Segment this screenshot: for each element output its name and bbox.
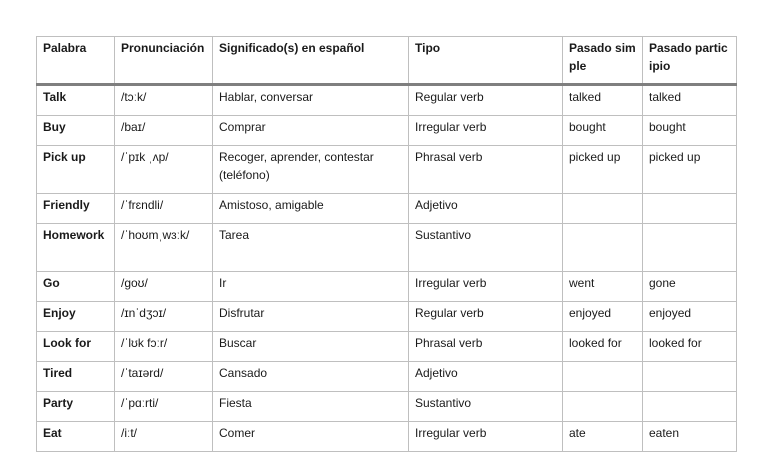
cell-tipo: Phrasal verb (409, 332, 563, 362)
document-page (36, 36, 736, 452)
cell-pasado-participio: bought (643, 116, 737, 146)
cell-pasado-participio (643, 194, 737, 224)
cell-pasado-participio: picked up (643, 146, 737, 194)
cell-tipo: Irregular verb (409, 272, 563, 302)
cell-significado: Hablar, conversar (213, 85, 409, 116)
cell-pasado-participio: talked (643, 85, 737, 116)
cell-pronunciacion: /goʊ/ (115, 272, 213, 302)
cell-pasado-simple (563, 224, 643, 272)
cell-pronunciacion: /ˈpɪk ˌʌp/ (115, 146, 213, 194)
cell-palabra: Enjoy (37, 302, 115, 332)
table-row (37, 362, 737, 392)
cell-pasado-simple: picked up (563, 146, 643, 194)
cell-palabra: Friendly (37, 194, 115, 224)
cell-pasado-participio: looked for (643, 332, 737, 362)
cell-pasado-participio: gone (643, 272, 737, 302)
cell-pasado-participio (643, 224, 737, 272)
cell-tipo: Regular verb (409, 302, 563, 332)
cell-significado: Disfrutar (213, 302, 409, 332)
cell-tipo: Sustantivo (409, 392, 563, 422)
cell-palabra: Talk (37, 85, 115, 116)
header-palabra: Palabra (37, 37, 115, 85)
table-row (37, 224, 737, 272)
cell-pasado-simple (563, 362, 643, 392)
cell-pronunciacion: /ˈlʊk fɔːr/ (115, 332, 213, 362)
table-row (37, 332, 737, 362)
cell-significado: Ir (213, 272, 409, 302)
header-pronunciacion: Pronunciación (115, 37, 213, 85)
cell-significado: Amistoso, amigable (213, 194, 409, 224)
cell-significado: Buscar (213, 332, 409, 362)
cell-pasado-simple: bought (563, 116, 643, 146)
cell-tipo: Irregular verb (409, 422, 563, 452)
cell-palabra: Homework (37, 224, 115, 272)
cell-pasado-simple (563, 392, 643, 422)
cell-significado: Comer (213, 422, 409, 452)
table-row (37, 146, 737, 194)
cell-pasado-participio: eaten (643, 422, 737, 452)
cell-significado: Recoger, aprender, contestar (teléfono) (213, 146, 409, 194)
cell-significado: Comprar (213, 116, 409, 146)
table-header (37, 37, 737, 85)
cell-tipo: Irregular verb (409, 116, 563, 146)
cell-palabra: Party (37, 392, 115, 422)
cell-tipo: Adjetivo (409, 194, 563, 224)
table-row (37, 85, 737, 116)
cell-tipo: Sustantivo (409, 224, 563, 272)
cell-significado: Tarea (213, 224, 409, 272)
cell-pasado-simple: talked (563, 85, 643, 116)
cell-pronunciacion: /ˈtaɪərd/ (115, 362, 213, 392)
cell-pasado-simple: ate (563, 422, 643, 452)
header-row (37, 37, 737, 85)
cell-palabra: Go (37, 272, 115, 302)
table-row (37, 116, 737, 146)
cell-pasado-simple: looked for (563, 332, 643, 362)
header-significado: Significado(s) en español (213, 37, 409, 85)
cell-significado: Cansado (213, 362, 409, 392)
cell-pronunciacion: /ˈfrɛndli/ (115, 194, 213, 224)
cell-palabra: Eat (37, 422, 115, 452)
table-row (37, 272, 737, 302)
table-body (37, 85, 737, 452)
table-row (37, 422, 737, 452)
cell-pronunciacion: /iːt/ (115, 422, 213, 452)
cell-pronunciacion: /ɪnˈdʒɔɪ/ (115, 302, 213, 332)
cell-palabra: Look for (37, 332, 115, 362)
vocabulary-table (36, 36, 737, 452)
cell-pasado-simple: went (563, 272, 643, 302)
cell-palabra: Pick up (37, 146, 115, 194)
cell-tipo: Adjetivo (409, 362, 563, 392)
cell-pronunciacion: /ˈhoʊmˌwɜːk/ (115, 224, 213, 272)
cell-significado: Fiesta (213, 392, 409, 422)
table-row (37, 194, 737, 224)
cell-pronunciacion: /baɪ/ (115, 116, 213, 146)
cell-palabra: Tired (37, 362, 115, 392)
cell-pronunciacion: /ˈpɑːrti/ (115, 392, 213, 422)
table-row (37, 392, 737, 422)
cell-palabra: Buy (37, 116, 115, 146)
cell-pasado-participio (643, 362, 737, 392)
header-tipo: Tipo (409, 37, 563, 85)
cell-tipo: Regular verb (409, 85, 563, 116)
cell-tipo: Phrasal verb (409, 146, 563, 194)
cell-pasado-simple (563, 194, 643, 224)
cell-pasado-participio (643, 392, 737, 422)
header-pasado-simple: Pasado simple (563, 37, 643, 85)
cell-pasado-participio: enjoyed (643, 302, 737, 332)
cell-pasado-simple: enjoyed (563, 302, 643, 332)
cell-pronunciacion: /tɔːk/ (115, 85, 213, 116)
table-row (37, 302, 737, 332)
header-pasado-participio: Pasado participio (643, 37, 737, 85)
